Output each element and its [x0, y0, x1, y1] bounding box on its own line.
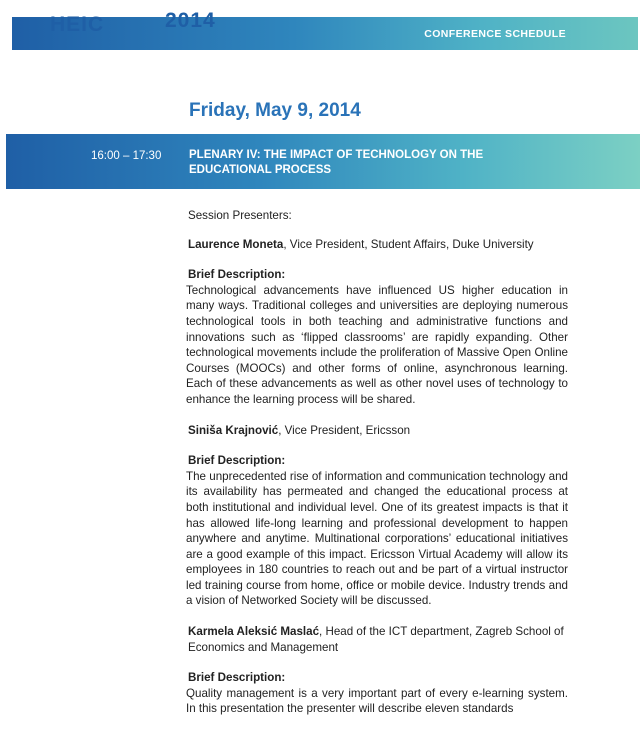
- presenter-name: Siniša Krajnović: [188, 423, 279, 437]
- presenter-description: The unprecedented rise of information and communication technology and its availability has permeated and changed the educational process at both institutional and individual level. One of its greatest impacts is that it has allowed life-long learning and professional development to happen anywhere and anytime. Multinational corporations’ educational initiatives are a good example of this impact. Ericsson Virtual Academy will allow its employees in 180 countries to reach out and be part of a virtual instructor led training course from home, office or mobile device. Industry trends and a vision of Networked Society will be discussed.: [186, 469, 568, 608]
- presenter-role: , Vice President, Ericsson: [278, 423, 411, 437]
- day-title: Friday, May 9, 2014: [189, 100, 361, 121]
- header-title: CONFERENCE SCHEDULE: [424, 28, 566, 40]
- presenter-description: Quality management is a very important part of every e-learning system. In this presentation the presenter will describe eleven standards: [186, 686, 568, 716]
- conference-logo: [50, 14, 104, 36]
- presenter-description: Technological advancements have influenced US higher education in many ways. Traditional colleges and universities are deploying numerous technological tools in both teaching and administrative functions and innovations such as ‘flipped classrooms’ are rapidly expanding. Other technological movements include the proliferation of Massive Open Online Courses (MOOCs) and other forms of online, asynchronous learning. Each of these advancements as well as other novel uses of technology to enhance the learning process will be shared.: [186, 283, 568, 406]
- session-content: [188, 208, 568, 732]
- presenter-name: Karmela Aleksić Maslać: [188, 625, 320, 639]
- session-time: 16:00 – 17:30: [91, 150, 162, 162]
- presenter-role: , Vice President, Student Affairs, Duke University: [283, 237, 534, 251]
- logo-text: HEIC: [50, 13, 105, 36]
- presenter-line: [188, 237, 568, 253]
- session-title: PLENARY IV: THE IMPACT OF TECHNOLOGY ON THE EDUCATIONAL PROCESS: [189, 149, 484, 176]
- presenter-role: , Head of the ICT department, Zagreb School of Economics and Management: [188, 625, 564, 654]
- presenters-label: Session Presenters:: [188, 209, 292, 222]
- brief-description-heading: Brief Description:: [188, 268, 286, 282]
- brief-description-heading: Brief Description:: [188, 671, 286, 685]
- presenter-line: [188, 423, 568, 439]
- logo-year: 2014: [165, 9, 216, 32]
- brief-description-heading: Brief Description:: [188, 454, 286, 468]
- presenter-line: [188, 624, 568, 655]
- presenter-name: Laurence Moneta: [188, 237, 284, 251]
